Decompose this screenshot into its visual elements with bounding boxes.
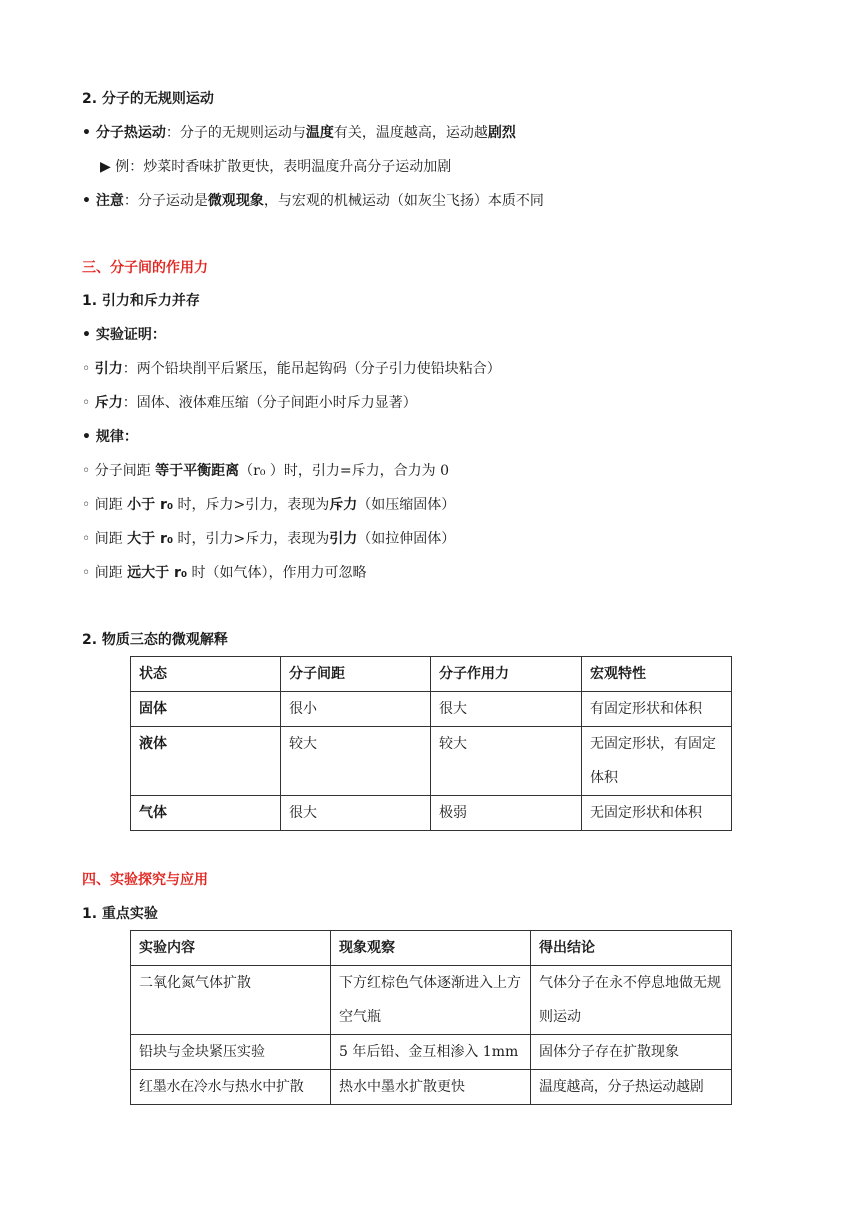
table-header: 分子作用力: [431, 657, 582, 692]
text: ：分子运动是: [123, 193, 208, 209]
text: 分子间距: [94, 463, 156, 479]
table-row: [131, 727, 732, 796]
table-header: 分子间距: [281, 657, 431, 692]
text: 有关，温度越高，运动越: [333, 125, 488, 141]
table-cell: 很大: [431, 692, 582, 727]
text: 间距: [94, 497, 128, 513]
table-cell: 极弱: [431, 796, 582, 831]
bullet-dot: •: [82, 327, 96, 343]
table-row: [131, 796, 732, 831]
table-header: 得出结论: [531, 931, 732, 966]
text: 时，斥力>引力，表现为: [173, 497, 330, 513]
circle-bullet: ◦: [82, 497, 95, 513]
table-cell: 较大: [431, 727, 582, 796]
table-row: [131, 1035, 732, 1070]
text: ：两个铅块削平后紧压，能吊起钩码（分子引力使铅块粘合）: [122, 361, 501, 377]
subheading-forces: 1. 引力和斥力并存: [82, 293, 200, 309]
law-less: [82, 495, 455, 515]
label-evidence: 实验证明：: [95, 327, 166, 343]
table-header-row: [131, 931, 732, 966]
item-attraction: [82, 359, 501, 379]
table-cell: 热水中墨水扩散更快: [331, 1070, 531, 1105]
text: （r₀ ）时，引力=斥力，合力为 0: [239, 463, 450, 479]
bullet-dot: •: [82, 429, 96, 445]
law-equal: [82, 461, 449, 481]
keyword-attraction: 引力: [329, 531, 358, 547]
bullet-law: [82, 427, 138, 447]
text: 时（如气体），作用力可忽略: [187, 565, 367, 581]
term-attraction: 引力: [94, 361, 123, 377]
table-cell: 5 年后铅、金互相渗入 1mm: [331, 1035, 531, 1070]
text: ：固体、液体难压缩（分子间距小时斥力显著）: [122, 395, 417, 411]
term-note: 注意: [95, 193, 124, 209]
subheading-key-experiments: 1. 重点实验: [82, 906, 158, 922]
table-cell: 下方红棕色气体逐渐进入上方空气瓶: [331, 966, 531, 1035]
example-line: ▶ 例：炒菜时香味扩散更快，表明温度升高分子运动加剧: [100, 159, 452, 175]
table-row: [131, 692, 732, 727]
keyword-repulsion: 斥力: [329, 497, 358, 513]
table-cell: 固体: [131, 692, 281, 727]
experiments-table: [130, 930, 732, 1105]
section-title-3: 三、分子间的作用力: [82, 260, 208, 276]
table-cell: 有固定形状和体积: [582, 692, 732, 727]
table-cell: 无固定形状和体积: [582, 796, 732, 831]
keyword-equilibrium: 等于平衡距离: [155, 463, 240, 479]
table-header: 状态: [131, 657, 281, 692]
table-row: [131, 1070, 732, 1105]
table-header: 宏观特性: [582, 657, 732, 692]
table-header: 现象观察: [331, 931, 531, 966]
table-cell: 气体: [131, 796, 281, 831]
bullet-dot: •: [82, 193, 96, 209]
term-thermal-motion: 分子热运动: [95, 125, 166, 141]
keyword-microscopic: 微观现象: [207, 193, 264, 209]
table-header-row: [131, 657, 732, 692]
circle-bullet: ◦: [82, 361, 95, 377]
text: 间距: [94, 531, 128, 547]
text: ：分子的无规则运动与: [165, 125, 306, 141]
law-far: [82, 563, 367, 583]
table-cell: 很大: [281, 796, 431, 831]
keyword-less: 小于 r₀: [127, 497, 174, 513]
term-repulsion: 斥力: [94, 395, 123, 411]
text: 间距: [94, 565, 128, 581]
keyword-far-greater: 远大于 r₀: [127, 565, 188, 581]
table-cell: 红墨水在冷水与热水中扩散: [131, 1070, 331, 1105]
bullet-thermal-motion: [82, 123, 516, 143]
table-cell: 二氧化氮气体扩散: [131, 966, 331, 1035]
section-title-4: 四、实验探究与应用: [82, 872, 208, 888]
table-cell: 铅块与金块紧压实验: [131, 1035, 331, 1070]
table-cell: 较大: [281, 727, 431, 796]
text: （如拉伸固体）: [357, 531, 456, 547]
subheading-random-motion: 2. 分子的无规则运动: [82, 91, 214, 107]
states-table: [130, 656, 732, 831]
circle-bullet: ◦: [82, 395, 95, 411]
table-cell: 无固定形状，有固定体积: [582, 727, 732, 796]
text: 时，引力>斥力，表现为: [173, 531, 330, 547]
bullet-note: [82, 191, 544, 211]
text: （如压缩固体）: [357, 497, 456, 513]
table-cell: 很小: [281, 692, 431, 727]
table-cell: 气体分子在永不停息地做无规则运动: [531, 966, 732, 1035]
keyword-greater: 大于 r₀: [127, 531, 174, 547]
circle-bullet: ◦: [82, 531, 95, 547]
label-law: 规律：: [95, 429, 138, 445]
circle-bullet: ◦: [82, 463, 95, 479]
text: ，与宏观的机械运动（如灰尘飞扬）本质不同: [263, 193, 544, 209]
table-cell: 固体分子存在扩散现象: [531, 1035, 732, 1070]
keyword-temperature: 温度: [305, 125, 334, 141]
keyword-intense: 剧烈: [487, 125, 516, 141]
law-greater: [82, 529, 455, 549]
bullet-evidence: [82, 325, 166, 345]
circle-bullet: ◦: [82, 565, 95, 581]
subheading-three-states: 2. 物质三态的微观解释: [82, 632, 228, 648]
table-header: 实验内容: [131, 931, 331, 966]
table-cell: 液体: [131, 727, 281, 796]
bullet-dot: •: [82, 125, 96, 141]
item-repulsion: [82, 393, 417, 413]
table-cell: 温度越高，分子热运动越剧: [531, 1070, 732, 1105]
table-row: [131, 966, 732, 1035]
